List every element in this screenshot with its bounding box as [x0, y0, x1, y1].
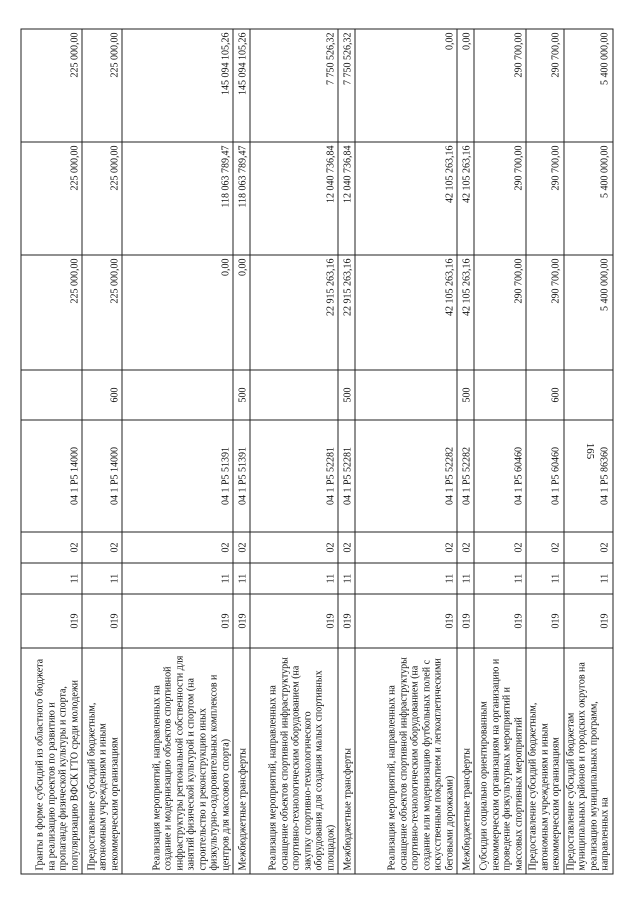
cell-pr: 02: [457, 532, 474, 563]
cell-vr: [474, 370, 526, 420]
cell-s1: 225 000,00: [21, 255, 82, 370]
cell-ved: 019: [338, 594, 355, 648]
cell-s2: 118 063 789,47: [122, 142, 233, 255]
cell-s2: 225 000,00: [82, 142, 122, 255]
cell-vr: [250, 370, 338, 420]
cell-rz: 11: [21, 563, 82, 594]
cell-csr: 04 1 Р5 52281: [338, 420, 355, 532]
cell-csr: 04 1 Р5 86360: [564, 420, 613, 532]
cell-vr: 500: [338, 370, 355, 420]
table-row: [122, 29, 233, 874]
cell-s3: 7 750 526,32: [338, 29, 355, 142]
cell-s3: 290 700,00: [474, 29, 526, 142]
cell-vr: [355, 370, 457, 420]
cell-vr: [21, 370, 82, 420]
cell-ved: 019: [526, 594, 564, 648]
cell-pr: 02: [21, 532, 82, 563]
cell-vr: 600: [526, 370, 564, 420]
cell-pr: 02: [338, 532, 355, 563]
cell-name: Реализация мероприятий, направленных на оснащение объектов спортивной инфраструктуры спортивно-технологическим оборудованием (на закупку спортивно-технологического оборудования для создания малых спортивных площадок): [250, 648, 338, 874]
cell-ved: 019: [355, 594, 457, 648]
table-row: [457, 29, 474, 874]
table-body: [21, 29, 613, 874]
cell-name: Межбюджетные трансферты: [457, 648, 474, 874]
cell-rz: 11: [233, 563, 250, 594]
cell-pr: 02: [526, 532, 564, 563]
cell-s2: 42 105 263,16: [355, 142, 457, 255]
cell-s3: 225 000,00: [82, 29, 122, 142]
cell-s2: 118 063 789,47: [233, 142, 250, 255]
cell-csr: 04 1 Р5 60460: [474, 420, 526, 532]
cell-vr: [122, 370, 233, 420]
cell-s1: 42 105 263,16: [457, 255, 474, 370]
cell-csr: 04 1 Р5 51391: [233, 420, 250, 532]
cell-s2: 225 000,00: [21, 142, 82, 255]
cell-vr: 500: [233, 370, 250, 420]
cell-name: Реализация мероприятий, направленных на оснащение объектов спортивной инфраструктуры спортивно-технологическим оборудованием (на создание или модернизацию футбольных полей с искусственным покрытием и легкоатлетическими беговыми дорожками): [355, 648, 457, 874]
cell-rz: 11: [82, 563, 122, 594]
cell-s1: 42 105 263,16: [355, 255, 457, 370]
cell-s1: 22 915 263,16: [338, 255, 355, 370]
table-row: [82, 29, 122, 874]
cell-pr: 02: [233, 532, 250, 563]
table-row: [526, 29, 564, 874]
cell-s3: 5 400 000,00: [564, 29, 613, 142]
cell-rz: 11: [338, 563, 355, 594]
cell-csr: 04 1 Р5 51391: [122, 420, 233, 532]
cell-name: Межбюджетные трансферты: [233, 648, 250, 874]
cell-ved: 019: [250, 594, 338, 648]
cell-s3: 7 750 526,32: [250, 29, 338, 142]
cell-rz: 11: [250, 563, 338, 594]
cell-name: Предоставление субсидий бюджетным, автономным учреждениям и иным некоммерческим организациям: [526, 648, 564, 874]
table-row: [338, 29, 355, 874]
cell-csr: 04 1 Р5 52282: [355, 420, 457, 532]
cell-name: Межбюджетные трансферты: [338, 648, 355, 874]
cell-s2: 12 040 736,84: [250, 142, 338, 255]
table-row: [474, 29, 526, 874]
cell-csr: 04 1 Р5 52282: [457, 420, 474, 532]
cell-s2: 42 105 263,16: [457, 142, 474, 255]
cell-csr: 04 1 Р5 52281: [250, 420, 338, 532]
cell-rz: 11: [457, 563, 474, 594]
cell-s1: 5 400 000,00: [564, 255, 613, 370]
cell-ved: 019: [122, 594, 233, 648]
cell-s3: 145 094 105,26: [233, 29, 250, 142]
budget-table: [21, 29, 614, 875]
cell-name: Гранты в форме субсидий из областного бюджета на реализацию проектов по развитию и пропаганде физической культуры и спорта, популяризацию ВФСК ГТО среди молодежи: [21, 648, 82, 874]
cell-vr: 500: [457, 370, 474, 420]
table-row: [250, 29, 338, 874]
cell-ved: 019: [564, 594, 613, 648]
cell-s3: 0,00: [457, 29, 474, 142]
table-row: [233, 29, 250, 874]
cell-s3: 225 000,00: [21, 29, 82, 142]
cell-s1: 22 915 263,16: [250, 255, 338, 370]
cell-s1: 0,00: [233, 255, 250, 370]
cell-name: Предоставление субсидий бюджетам муниципальных районов и городских округов на реализацию муниципальных программ, направленных на: [564, 648, 613, 874]
table-row: [21, 29, 82, 874]
cell-vr: 600: [82, 370, 122, 420]
cell-ved: 019: [474, 594, 526, 648]
cell-pr: 02: [564, 532, 613, 563]
cell-ved: 019: [457, 594, 474, 648]
cell-ved: 019: [82, 594, 122, 648]
cell-s2: 12 040 736,84: [338, 142, 355, 255]
cell-pr: 02: [122, 532, 233, 563]
cell-rz: 11: [122, 563, 233, 594]
cell-pr: 02: [355, 532, 457, 563]
cell-ved: 019: [233, 594, 250, 648]
cell-s2: 290 700,00: [526, 142, 564, 255]
cell-csr: 04 1 Р5 14000: [21, 420, 82, 532]
cell-s2: 290 700,00: [474, 142, 526, 255]
cell-rz: 11: [355, 563, 457, 594]
cell-pr: 02: [82, 532, 122, 563]
cell-csr: 04 1 Р5 60460: [526, 420, 564, 532]
cell-rz: 11: [474, 563, 526, 594]
cell-csr: 04 1 Р5 14000: [82, 420, 122, 532]
page-number: 165: [584, 442, 596, 460]
table-row: [564, 29, 613, 874]
cell-s2: 5 400 000,00: [564, 142, 613, 255]
cell-name: Субсидии социально ориентированным некоммерческим организациям на организацию и проведение физкультурных мероприятий и массовых спортивных мероприятий: [474, 648, 526, 874]
cell-ved: 019: [21, 594, 82, 648]
cell-s3: 0,00: [355, 29, 457, 142]
table-row: [355, 29, 457, 874]
cell-name: Предоставление субсидий бюджетным, автономным учреждениям и иным некоммерческим организациям: [82, 648, 122, 874]
cell-rz: 11: [526, 563, 564, 594]
cell-pr: 02: [250, 532, 338, 563]
rotated-table-container: [21, 30, 611, 875]
cell-s1: 290 700,00: [526, 255, 564, 370]
cell-pr: 02: [474, 532, 526, 563]
cell-s1: 0,00: [122, 255, 233, 370]
cell-s3: 145 094 105,26: [122, 29, 233, 142]
cell-vr: [564, 370, 613, 420]
cell-rz: 11: [564, 563, 613, 594]
cell-name: Реализация мероприятий, направленных на создание и модернизацию объектов спортивной инфраструктуры региональной собственности для занятий физической культурой и спортом (на строительство и реконструкцию иных физкультурно-оздоровительных комплексов и центров для массового спорта): [122, 648, 233, 874]
cell-s1: 225 000,00: [82, 255, 122, 370]
cell-s3: 290 700,00: [526, 29, 564, 142]
cell-s1: 290 700,00: [474, 255, 526, 370]
